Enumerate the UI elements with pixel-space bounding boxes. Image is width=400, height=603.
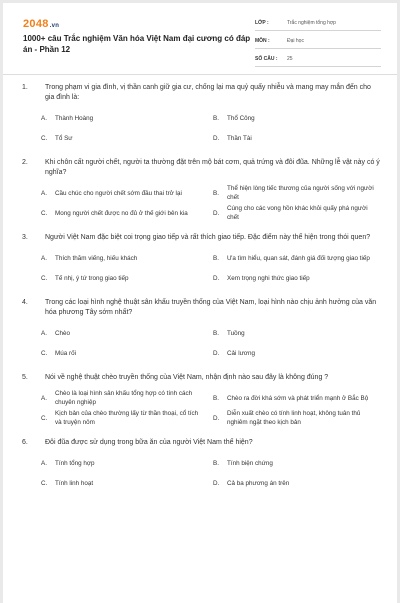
meta-value: 25: [287, 56, 293, 62]
option-letter: D.: [213, 134, 220, 142]
option-text: Thích thăm viếng, hiếu khách: [55, 254, 138, 262]
question-body: Đôi đũa được sử dụng trong bữa ăn của người Việt Nam thể hiện?: [45, 439, 253, 446]
header-divider: [3, 74, 397, 75]
question-item: [3, 438, 397, 493]
question-body: Trong các loại hình nghệ thuật sân khấu truyền thống của Việt Nam, loại hình nào chịu ảnh hưởng của văn hóa phương Tây sớm nhất?: [45, 299, 377, 316]
question-body: Nói về nghệ thuật chèo truyền thống của Việt Nam, nhận định nào sau đây là không đúng ?: [45, 374, 329, 381]
option-text: Tổ Sư: [55, 134, 73, 142]
meta-key: LỚP :: [255, 20, 269, 26]
answer-options: [39, 453, 381, 493]
option-letter: A.: [41, 329, 47, 337]
answer-option-d[interactable]: [211, 473, 381, 493]
option-letter: C.: [41, 134, 48, 142]
option-letter: A.: [41, 189, 47, 197]
answer-option-b[interactable]: [211, 108, 381, 128]
option-letter: B.: [213, 254, 219, 262]
answer-option-a[interactable]: [39, 248, 211, 268]
option-letter: D.: [213, 479, 220, 487]
option-letter: D.: [213, 414, 220, 422]
option-text: Tính biện chứng: [227, 459, 273, 467]
answer-option-c[interactable]: [39, 268, 211, 288]
document-title: 1000+ câu Trắc nghiệm Văn hóa Việt Nam đại cương có đáp án - Phần 12: [23, 34, 251, 54]
answer-option-d[interactable]: [211, 128, 381, 148]
option-text: Thổ Công: [227, 114, 255, 122]
option-text: Tuồng: [227, 329, 245, 337]
answer-options: [39, 108, 381, 148]
option-letter: B.: [213, 329, 219, 337]
question-item: [3, 298, 397, 363]
question-body: Trong phạm vi gia đình, vị thần canh giữ gia cư, chống lại ma quỷ quấy nhiễu và mang may mắn đến cho gia đình là:: [45, 84, 371, 101]
option-letter: A.: [41, 114, 47, 122]
meta-key: MÔN :: [255, 38, 270, 44]
question-body: Người Việt Nam đặc biệt coi trọng giao tiếp và rất thích giao tiếp. Đặc điểm này thể hiện trong thói quen?: [45, 234, 371, 241]
answer-option-b[interactable]: [211, 388, 381, 408]
meta-row-class: [255, 17, 381, 31]
answer-option-c[interactable]: [39, 343, 211, 363]
question-item: [3, 83, 397, 148]
logo-main: 2048: [23, 18, 49, 30]
option-letter: B.: [213, 459, 219, 467]
answer-option-c[interactable]: [39, 408, 211, 428]
option-text: Múa rối: [55, 349, 76, 357]
option-text: Ưa tìm hiểu, quan sát, đánh giá đối tượng giao tiếp: [227, 254, 370, 262]
option-letter: D.: [213, 209, 220, 217]
option-text: Kịch bản của chèo thường lấy từ thần thoại, cổ tích và truyện nôm: [55, 410, 199, 426]
document-meta: [255, 17, 381, 71]
question-number: 5.: [22, 374, 28, 381]
answer-options: [39, 183, 381, 223]
option-text: Thể hiện lòng tiếc thương của người sống với người chết: [227, 185, 374, 201]
option-letter: B.: [213, 114, 219, 122]
question-item: [3, 373, 397, 428]
answer-option-b[interactable]: [211, 323, 381, 343]
answer-option-d[interactable]: [211, 203, 381, 223]
answer-option-a[interactable]: [39, 183, 211, 203]
meta-key: SỐ CÂU :: [255, 56, 278, 62]
answer-option-c[interactable]: [39, 473, 211, 493]
question-body: Khi chôn cất người chết, người ta thường đặt trên mộ bát cơm, quả trứng và đôi đũa. Những lễ vật này có ý nghĩa?: [45, 159, 380, 176]
answer-option-c[interactable]: [39, 128, 211, 148]
question-text: [3, 373, 397, 383]
question-item: [3, 233, 397, 288]
meta-value: Trắc nghiệm tổng hợp: [287, 20, 336, 26]
option-text: Thành Hoàng: [55, 114, 94, 122]
option-text: Chèo ra đời khá sớm và phát triển mạnh ở Bắc Bộ: [227, 394, 369, 402]
answer-options: [39, 323, 381, 363]
question-item: [3, 158, 397, 223]
meta-row-subject: [255, 35, 381, 49]
answer-option-a[interactable]: [39, 388, 211, 408]
option-letter: C.: [41, 209, 48, 217]
option-text: Mong người chết được no đủ ở thế giới bên kia: [55, 209, 188, 217]
question-number: 4.: [22, 299, 28, 306]
answer-options: [39, 248, 381, 288]
answer-option-c[interactable]: [39, 203, 211, 223]
option-letter: D.: [213, 274, 220, 282]
option-letter: C.: [41, 349, 48, 357]
question-text: [3, 233, 397, 243]
meta-row-count: [255, 53, 381, 67]
option-letter: B.: [213, 394, 219, 402]
answer-option-d[interactable]: [211, 268, 381, 288]
option-letter: A.: [41, 254, 47, 262]
option-letter: B.: [213, 189, 219, 197]
answer-option-a[interactable]: [39, 108, 211, 128]
option-letter: C.: [41, 479, 48, 487]
answer-option-b[interactable]: [211, 248, 381, 268]
question-number: 2.: [22, 159, 28, 166]
option-text: Diễn xuất chèo có tính linh hoạt, không tuân thủ nghiêm ngặt theo kịch bản: [227, 410, 361, 426]
question-number: 3.: [22, 234, 28, 241]
option-text: Cải lương: [227, 349, 255, 357]
answer-options: [39, 388, 381, 428]
option-text: Cầu chúc cho người chết sớm đầu thai trở lại: [55, 189, 182, 197]
option-text: Chèo: [55, 329, 71, 337]
meta-value: Đại học: [287, 38, 304, 44]
option-text: Thần Tài: [227, 134, 252, 142]
question-number: 1.: [22, 84, 28, 91]
option-text: Chèo là loại hình sân khấu tổng hợp có tính cách chuyên nghiệp: [55, 390, 193, 406]
answer-option-a[interactable]: [39, 323, 211, 343]
question-text: [3, 83, 397, 103]
answer-option-d[interactable]: [211, 408, 381, 428]
answer-option-b[interactable]: [211, 453, 381, 473]
question-list: [3, 83, 397, 503]
option-text: Cúng cho các vong hồn khác khỏi quấy phá người chết: [227, 205, 368, 221]
question-number: 6.: [22, 439, 28, 446]
site-logo[interactable]: [23, 18, 59, 30]
answer-option-b[interactable]: [211, 183, 381, 203]
option-letter: C.: [41, 274, 48, 282]
logo-tld: .vn: [49, 23, 60, 29]
question-text: [3, 298, 397, 318]
option-text: Xem trọng nghi thức giao tiếp: [227, 274, 310, 282]
question-text: [3, 158, 397, 178]
option-letter: A.: [41, 394, 47, 402]
document-page: [3, 3, 397, 603]
option-letter: A.: [41, 459, 47, 467]
option-letter: D.: [213, 349, 220, 357]
option-text: Cả ba phương án trên: [227, 479, 290, 487]
document-header: [3, 3, 397, 69]
option-text: Tính tổng hợp: [55, 459, 95, 467]
option-text: Tính linh hoạt: [55, 479, 94, 487]
answer-option-a[interactable]: [39, 453, 211, 473]
answer-option-d[interactable]: [211, 343, 381, 363]
question-text: [3, 438, 397, 448]
option-letter: C.: [41, 414, 48, 422]
option-text: Tế nhị, ý tứ trong giao tiếp: [55, 274, 129, 282]
